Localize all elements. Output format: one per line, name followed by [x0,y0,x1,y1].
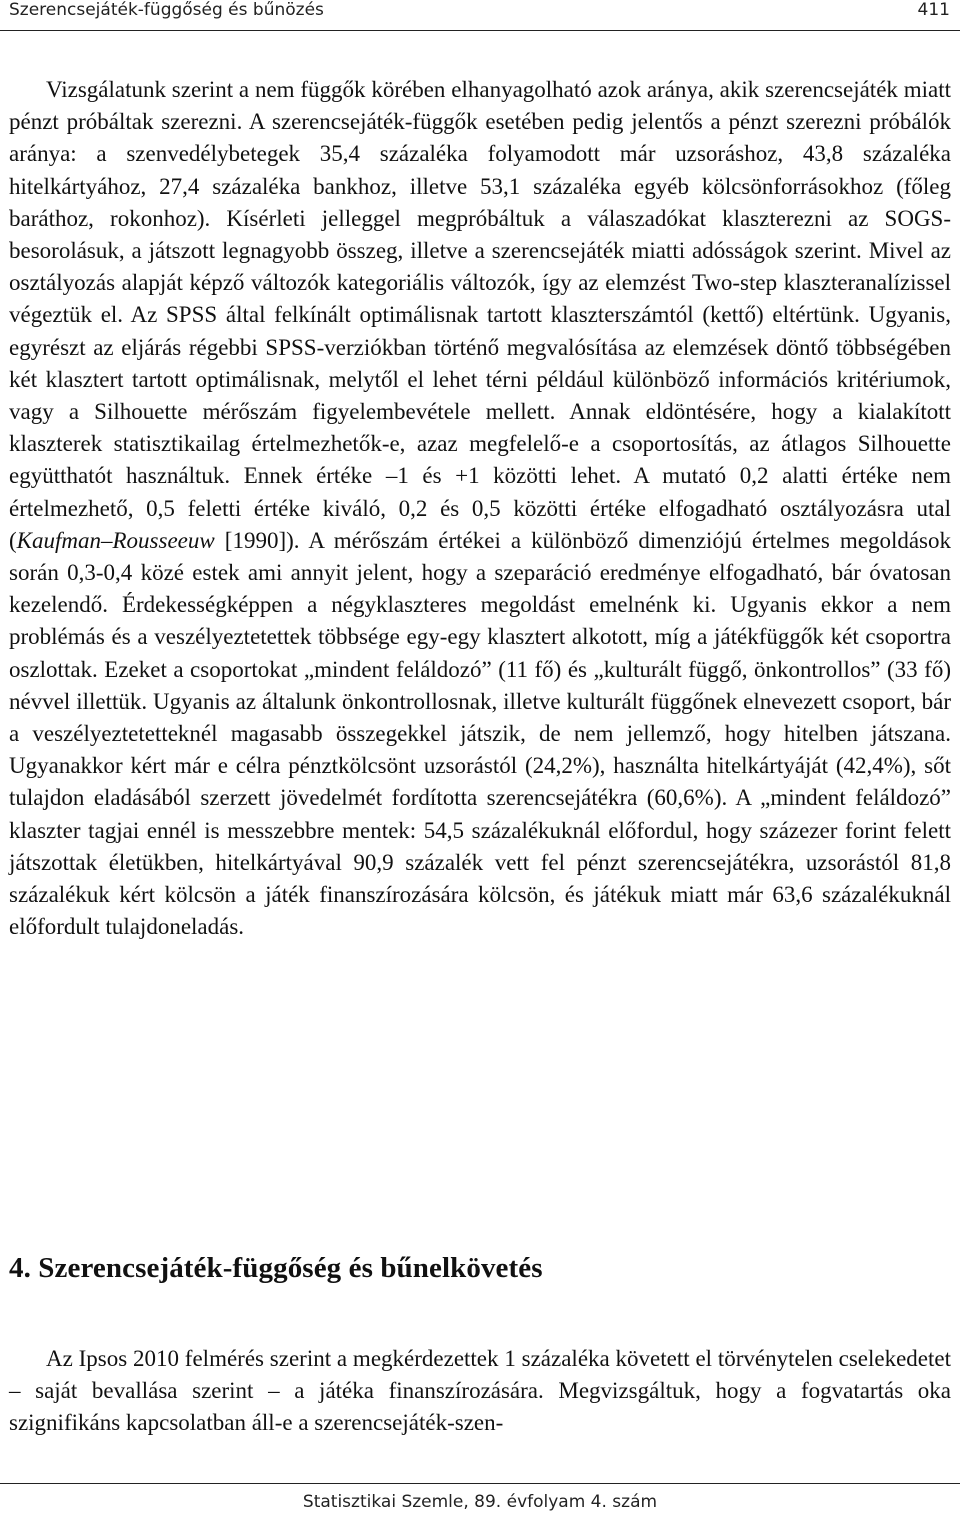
running-title: Szerencsejáték-függőség és bűnözés [9,0,324,20]
page-header [0,0,960,30]
paragraph-text: Vizsgálatunk szerint a nem függők körében elhanyagolható azok aránya, akik szerencsejáték miatt pénzt próbáltak szerezni. A szerencsejáték-függők esetében pedig jelentős a pénzt szerezni próbálók aránya: a szenvedélybetegek 35,4 százaléka folyamodott már uzsoráshoz, 43,8 százaléka hitelkártyához, 27,4 százaléka bankhoz, illetve 53,1 százaléka egyéb kölcsönforrásokhoz (főleg baráthoz, rokonhoz). Kísérleti jelleggel megpróbáltuk a válaszadókat klaszterezni az SOGS-besorolásuk, a játszott legnagyobb összeg, illetve a szerencsejáték miatti adósságok szerint. Mivel az osztályozás alapját képző változók kategoriális változók, így az elemzést Two-step klaszteranalízissel végeztük el. Az SPSS által felkínált optimálisnak tartott klaszterszámtól (kettő) eltértünk. Ugyanis, egyrészt az eljárás régebbi SPSS-verziókban történő megvalósítása az elemzések döntő többségében két klasztert tartott optimálisnak, melytől el lehet térni például különböző információs kritériumok, vagy a Silhouette mérőszám figyelembevétele mellett. Annak eldöntésére, hogy a kialakított klaszterek statisztikailag értelmezhetők-e, azaz megfelelő-e a csoportosítás, az átlagos Silhouette együtthatót használtuk. Ennek értéke –1 és +1 közötti lehet. A mutató 0,2 alatti értéke nem értelmezhető, 0,5 feletti értéke kiváló, 0,2 és 0,5 közötti értéke elfogadható osztályozásra utal ( [9,77,951,553]
page-number: 411 [917,0,950,20]
section-heading: 4. Szerencsejáték-függőség és bűnelkövetés [9,1252,543,1284]
citation-authors: Kaufman–Rousseeuw [16,527,215,553]
footer-rule [0,1483,960,1484]
header-rule [0,30,960,31]
journal-footer: Statisztikai Szemle, 89. évfolyam 4. szám [302,1492,658,1512]
body-paragraph-clustering [9,74,951,943]
paragraph-text-continued: [1990]). A mérőszám értékei a különböző dimenziójú értelmes megoldások során 0,3-0,4 közé estek ami annyit jelent, hogy a szeparáció eredménye elfogadható, bár óvatosan kezelendő. Érdekességképpen a négyklaszteres megoldást emelnénk ki. Ugyanis ekkor a nem problémás és a veszélyeztetettek többsége egy-egy klasztert alkotott, míg a játékfüggők két csoportra oszlottak. Ezeket a csoportokat „mindent feláldozó” (11 fő) és „kulturált függő, önkontrollos” (33 fő) névvel illettük. Ugyanis az általunk önkontrollosnak, illetve kulturált függőnek elnevezett csoport, bár a veszélyeztetetteknél magasabb összegekkel játszik, de nem jellemző, hogy hitelben játszana. Ugyanakkor kért már e célra pénztkölcsönt uzsorástól (24,2%), használta hitelkártyáját (42,4%), sőt tulajdon eladásából szerzett jövedelmét fordította szerencsejátékra (60,6%). A „mindent feláldozó” klaszter tagjai ennél is messzebbre mentek: 54,5 százalékuknál előfordul, hogy százezer forint felett játszottak életükben, hitelkártyával 90,9 százalék vett fel pénzt szerencsejátékra, uzsorástól 81,8 százalékuk kért kölcsön a játék finanszírozására kölcsön, és játékuk miatt már 63,6 százalékuknál előfordult tulajdoneladás. [9,527,951,940]
body-paragraph-crime: Az Ipsos 2010 felmérés szerint a megkérdezettek 1 százaléka követett el törvénytelen cselekedetet – saját bevallása szerint – a játéka finanszírozására. Megvizsgáltuk, hogy a fogvatartás oka szignifikáns kapcsolatban áll-e a szerencsejáték-szen- [9,1346,951,1436]
